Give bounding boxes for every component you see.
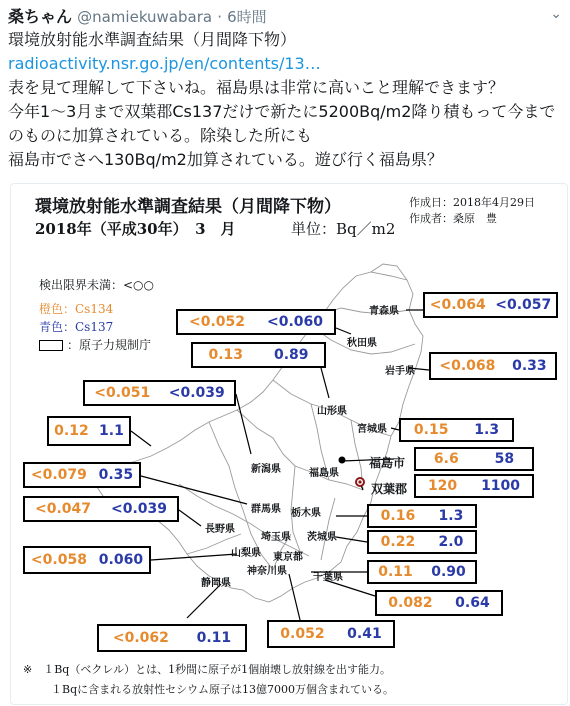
- tweet-paragraph-2: 今年1～3月まで双葉郡Cs137だけで新たに5200Bq/m2降り積もって今までのものに加算されている。除染した所にも: [8, 102, 556, 145]
- cs134-value: 0.22: [380, 534, 416, 550]
- legend-nra-label: ：原子力規制庁: [67, 338, 152, 352]
- box-aomori: [423, 292, 558, 318]
- cs134-value: <0.062: [112, 630, 169, 646]
- cs137-value: 1.3: [474, 422, 500, 438]
- leader-ibaraki: [336, 537, 367, 542]
- pref-fukushima-city: 福島市: [369, 456, 406, 470]
- cs137-value: <0.039: [168, 385, 225, 401]
- pref-fukushima: 福島県: [309, 468, 339, 479]
- cs134-value: 120: [427, 478, 458, 494]
- cs137-value: 0.35: [98, 467, 134, 483]
- cs134-value: <0.051: [94, 385, 151, 401]
- pref-niigata: 新潟県: [251, 464, 281, 475]
- box-tochigi: [367, 504, 477, 528]
- cs134-value: 0.13: [208, 347, 244, 363]
- cs137-value: 0.89: [273, 347, 309, 363]
- fukushima-city-dot: [339, 457, 346, 464]
- figure-unit: 単位：Bq／m2: [291, 220, 396, 238]
- tweet-link[interactable]: radioactivity.nsr.go.jp/en/contents/13…: [8, 54, 321, 73]
- tweet-paragraph-1: 表を見て理解して下さいね。福島県は非常に高いこと理解できます？: [8, 78, 505, 97]
- cs137-value: 0.33: [512, 358, 547, 374]
- cs137-value: <0.060: [266, 314, 323, 330]
- pref-futaba: 双葉郡: [371, 482, 408, 496]
- cs137-value: 0.41: [347, 626, 382, 642]
- pref-yamagata: 山形県: [317, 406, 347, 417]
- box-gunma: [23, 462, 141, 488]
- box-shizuoka: [97, 624, 247, 652]
- pref-ibaraki: 茨城県: [307, 532, 337, 543]
- cs134-value: <0.058: [30, 552, 87, 568]
- pref-iwate: 岩手県: [385, 366, 415, 377]
- chevron-down-icon[interactable]: ⌄: [550, 6, 562, 22]
- cs134-value: 6.6: [433, 451, 459, 467]
- display-name[interactable]: 桑ちゃん: [8, 7, 73, 26]
- figure-title: 環境放射能水準調査結果（月間降下物）: [35, 197, 341, 217]
- tweet-time[interactable]: 6時間: [227, 8, 267, 26]
- pref-saitama: 埼玉県: [261, 532, 291, 543]
- pref-miyagi: 宮城県: [357, 424, 387, 435]
- box-ibaraki: [367, 530, 477, 554]
- legend-cs137: 青色：Cs137: [39, 320, 114, 334]
- cs137-value: 0.060: [98, 552, 144, 568]
- cs134-value: <0.052: [188, 314, 245, 330]
- box-niigata: [83, 380, 236, 406]
- tweet-text: [8, 28, 564, 172]
- leader-toyama: [131, 431, 151, 446]
- pref-kanagawa: 神奈川県: [247, 566, 287, 577]
- leader-yamagata: [321, 368, 329, 398]
- footnote-2: １Bqに含まれる放射性セシウム原子は13億7000万個含まれている。: [51, 683, 395, 696]
- pref-yamanashi: 山梨県: [231, 548, 261, 559]
- user-handle[interactable]: @namiekuwabara: [77, 8, 213, 26]
- cs134-value: <0.068: [439, 358, 496, 374]
- cs134-value: <0.079: [30, 467, 87, 483]
- pref-tochigi: 栃木県: [291, 508, 321, 519]
- legend-cs134: 橙色：Cs134: [39, 302, 114, 316]
- figure-date: 2018年（平成30年） 3 月: [35, 220, 236, 238]
- cs134-value: 0.12: [54, 423, 89, 439]
- cs134-value: 0.11: [378, 564, 413, 580]
- pref-chiba: 千葉県: [313, 572, 343, 583]
- box-nagano: [23, 496, 179, 522]
- cs134-value: <0.064: [429, 297, 486, 313]
- box-kanagawa: [267, 620, 395, 648]
- futaba-marker-center: [358, 480, 361, 483]
- box-chiba: [375, 590, 503, 616]
- cs137-value: <0.039: [110, 501, 167, 517]
- tweet-line-1: [8, 28, 564, 76]
- pref-akita: 秋田県: [347, 338, 377, 349]
- leader-yamanashi: [151, 554, 237, 560]
- leader-shizuoka: [187, 584, 221, 618]
- pref-tokyo: 東京都: [273, 552, 303, 563]
- box-yamagata: [191, 342, 326, 368]
- leader-nagano: [179, 510, 201, 526]
- pref-gunma: 群馬県: [251, 504, 281, 515]
- pref-nagano: 長野県: [205, 524, 235, 535]
- cs137-value: 0.90: [431, 564, 466, 580]
- cs137-value: <0.057: [495, 297, 552, 313]
- tweet-image[interactable]: [10, 183, 568, 705]
- box-futaba: [414, 474, 534, 498]
- cs134-value: 0.052: [280, 626, 325, 642]
- cs137-value: 58: [494, 451, 515, 467]
- cs137-value: 0.11: [196, 630, 232, 646]
- cs134-value: 0.15: [413, 422, 449, 438]
- cs137-value: 1.3: [438, 508, 464, 524]
- separator-dot: ·: [217, 8, 222, 26]
- legend-detection-limit: 検出限界未満：<○○: [39, 278, 154, 292]
- box-iwate: [429, 352, 557, 380]
- box-akita: [176, 309, 336, 335]
- cs137-value: 0.64: [455, 595, 490, 611]
- footnote-1: ※ １Bq（ベクレル）とは、1秒間に原子が1個崩壊し放射線を出す能力。: [23, 663, 392, 676]
- created-date: 作成日：2018年4月29日: [409, 196, 535, 209]
- box-tokyo: [367, 560, 477, 584]
- tweet-title-text: 環境放射能水準調査結果（月間降下物）: [8, 30, 297, 49]
- cs137-value: 1.1: [99, 423, 124, 439]
- cs134-value: <0.047: [34, 501, 91, 517]
- cs134-value: 0.082: [388, 595, 433, 611]
- legend-nra: [39, 336, 151, 353]
- leader-kanagawa: [289, 574, 301, 624]
- box-yamanashi: [23, 546, 151, 574]
- tweet-paragraph-3: 福島市でさへ130Bq/m2加算されている。遊び行く福島県？: [8, 150, 443, 169]
- cs137-value: 2.0: [438, 534, 464, 550]
- author: 作成者：桑原 豊: [409, 212, 497, 225]
- pref-aomori: 青森県: [369, 306, 399, 317]
- box-fukushima-city: [414, 447, 534, 471]
- tweet-header: [8, 4, 562, 26]
- cs137-value: 1100: [481, 478, 521, 494]
- legend-box-icon: [39, 340, 63, 351]
- box-toyama: [47, 416, 131, 446]
- cs134-value: 0.16: [380, 508, 416, 524]
- pref-shizuoka: 静岡県: [201, 578, 231, 589]
- box-miyagi: [399, 418, 514, 442]
